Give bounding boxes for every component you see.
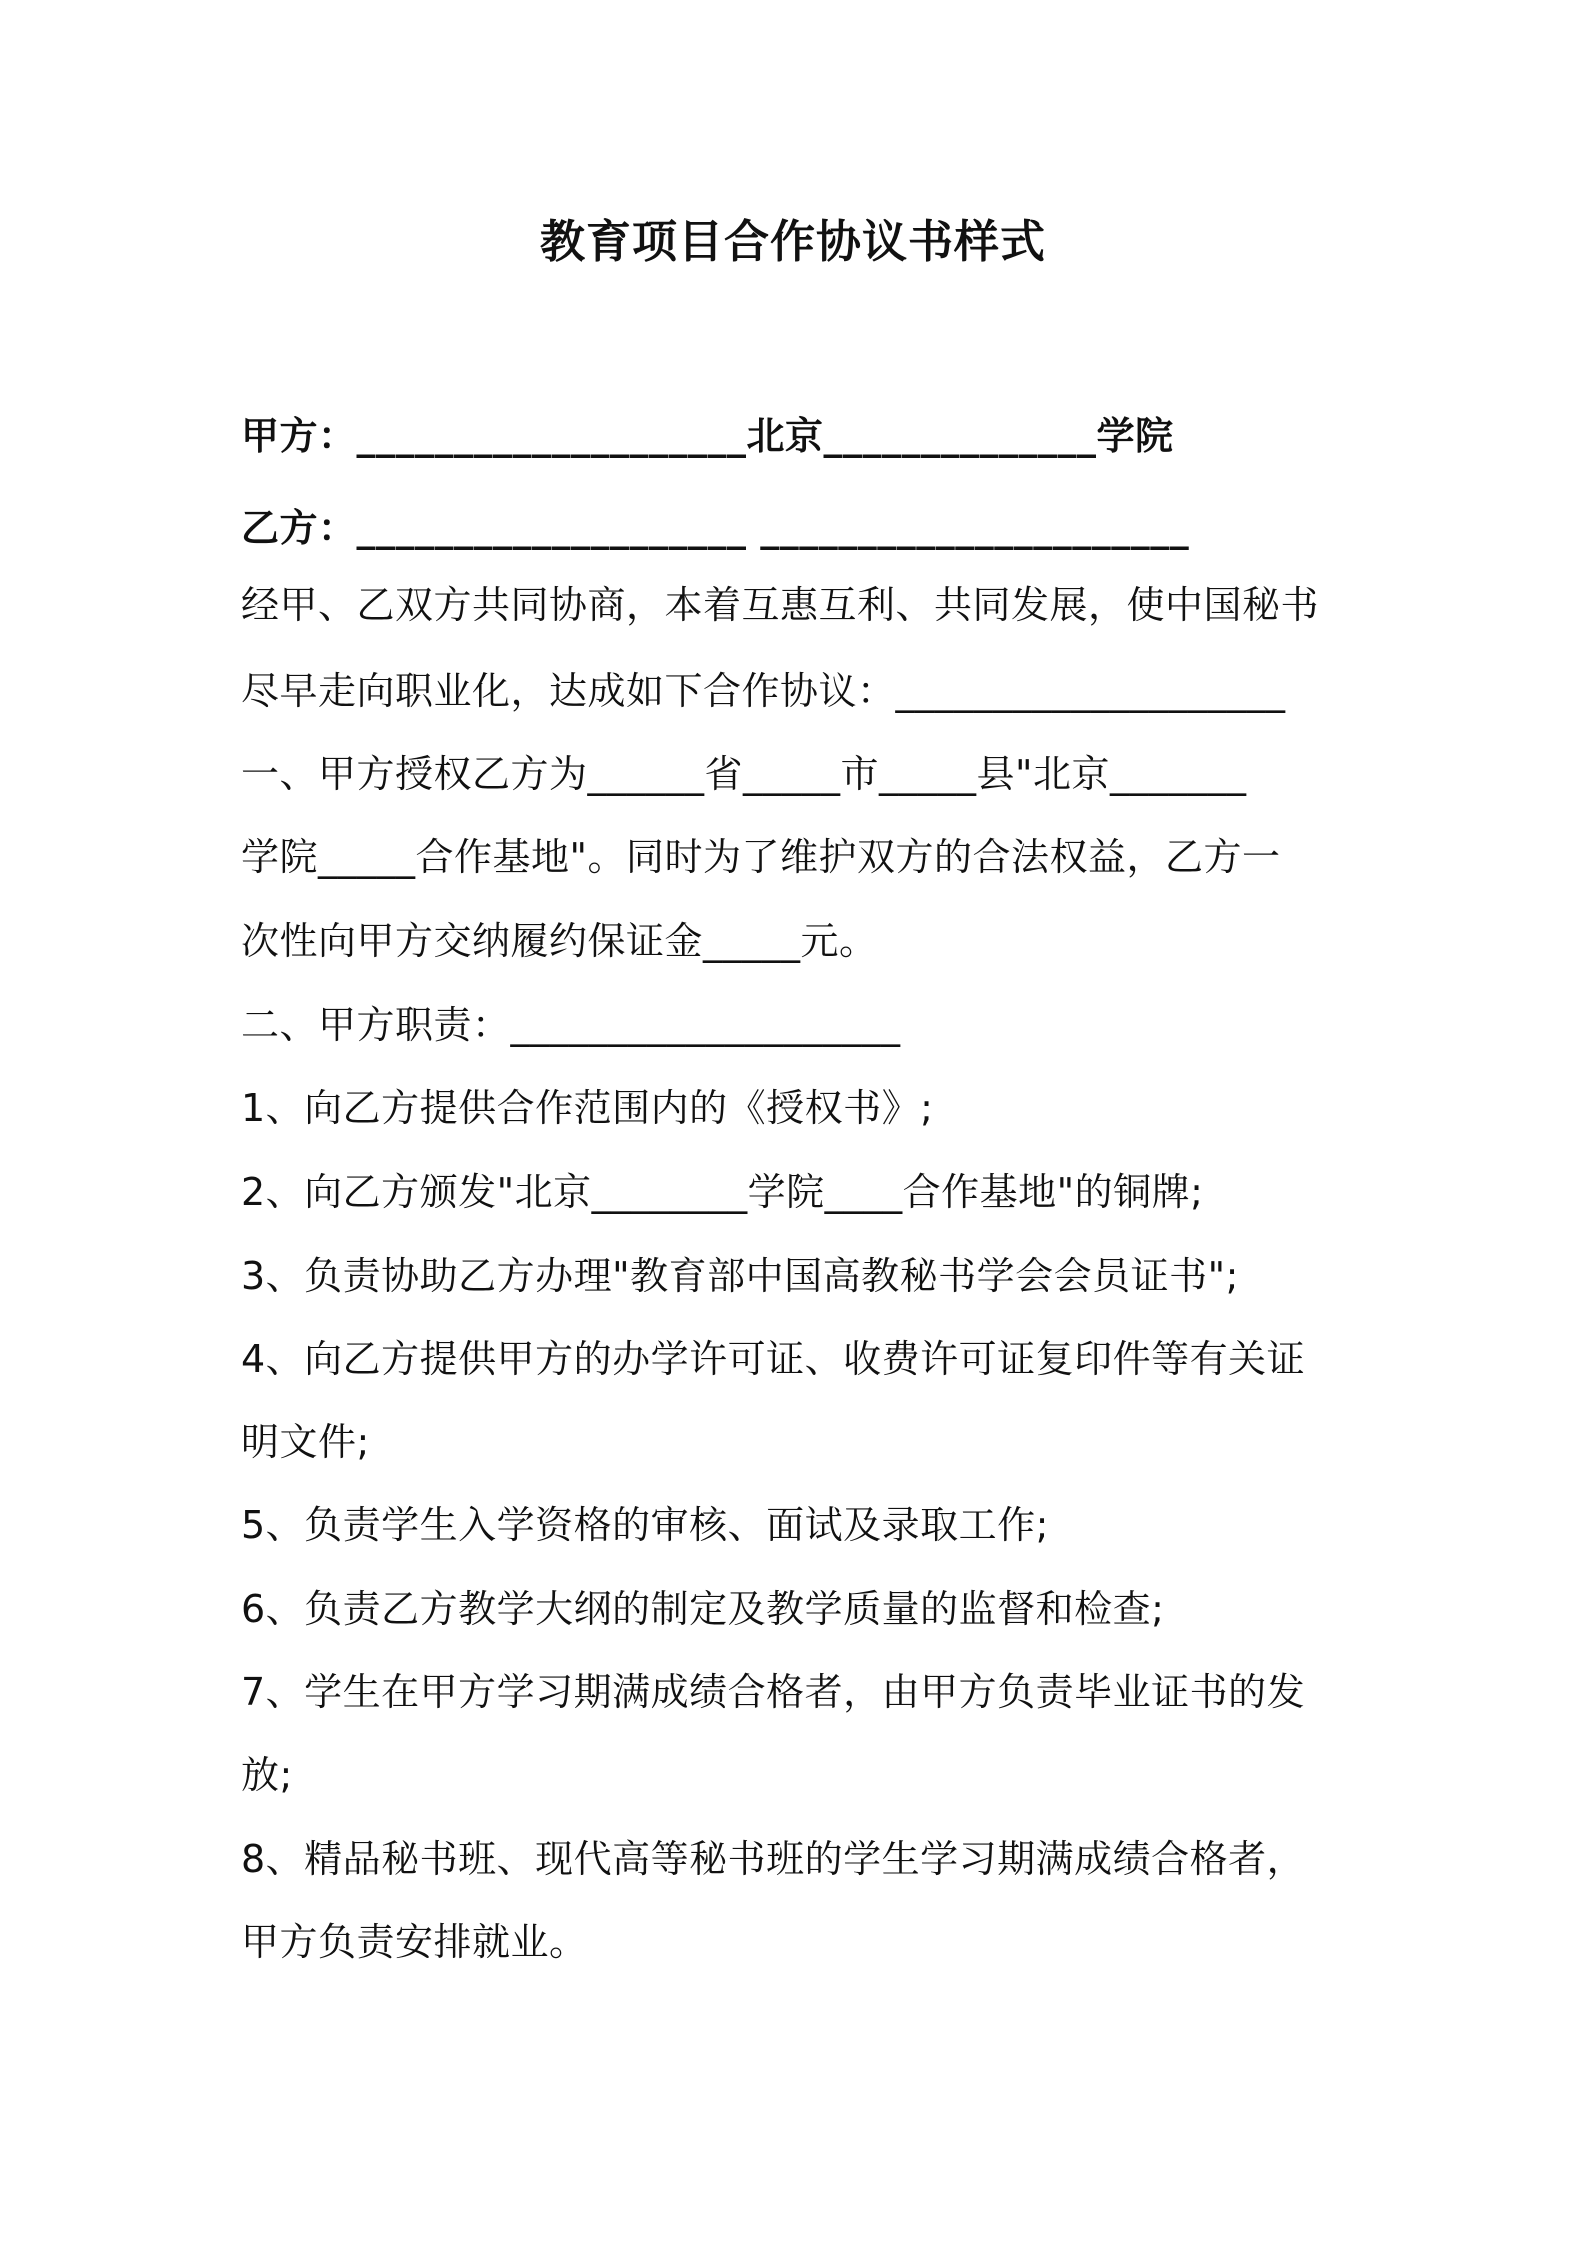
party-a-line: 甲方：____________________北京______________学院	[241, 414, 1174, 458]
duty-item: 7、学生在甲方学习期满成绩合格者，由甲方负责毕业证书的发	[241, 1670, 1306, 1714]
duty-item: 3、负责协助乙方办理"教育部中国高教秘书学会会员证书";	[241, 1254, 1239, 1298]
body-text-line: 学院_____合作基地"。同时为了维护双方的合法权益，乙方一	[241, 835, 1281, 879]
body-text-line: 次性向甲方交纳履约保证金_____元。	[241, 919, 878, 963]
body-text-line: 尽早走向职业化，达成如下合作协议：____________________	[241, 669, 1286, 713]
duty-item-continuation: 甲方负责安排就业。	[241, 1920, 588, 1964]
duty-item: 5、负责学生入学资格的审核、面试及录取工作;	[241, 1503, 1049, 1547]
duty-item-continuation: 放;	[241, 1753, 293, 1797]
section-heading-a-duties: 二、甲方职责：____________________	[241, 1003, 901, 1047]
clause-one-line: 一、甲方授权乙方为______省_____市_____县"北京_______	[241, 752, 1247, 796]
duty-item: 8、精品秘书班、现代高等秘书班的学生学习期满成绩合格者，	[241, 1837, 1306, 1881]
duty-item-continuation: 明文件;	[241, 1420, 370, 1464]
duty-item: 4、向乙方提供甲方的办学许可证、收费许可证复印件等有关证	[241, 1337, 1306, 1381]
document-title: 教育项目合作协议书样式	[539, 215, 1046, 268]
party-b-line: 乙方：____________________ ______________________	[241, 506, 1190, 550]
duty-item: 6、负责乙方教学大纲的制定及教学质量的监督和检查;	[241, 1587, 1165, 1631]
body-text-line: 经甲、乙双方共同协商，本着互惠互利、共同发展，使中国秘书	[241, 583, 1320, 627]
duty-item: 1、向乙方提供合作范围内的《授权书》;	[241, 1086, 934, 1130]
duty-item: 2、向乙方颁发"北京________学院____合作基地"的铜牌;	[241, 1170, 1204, 1214]
